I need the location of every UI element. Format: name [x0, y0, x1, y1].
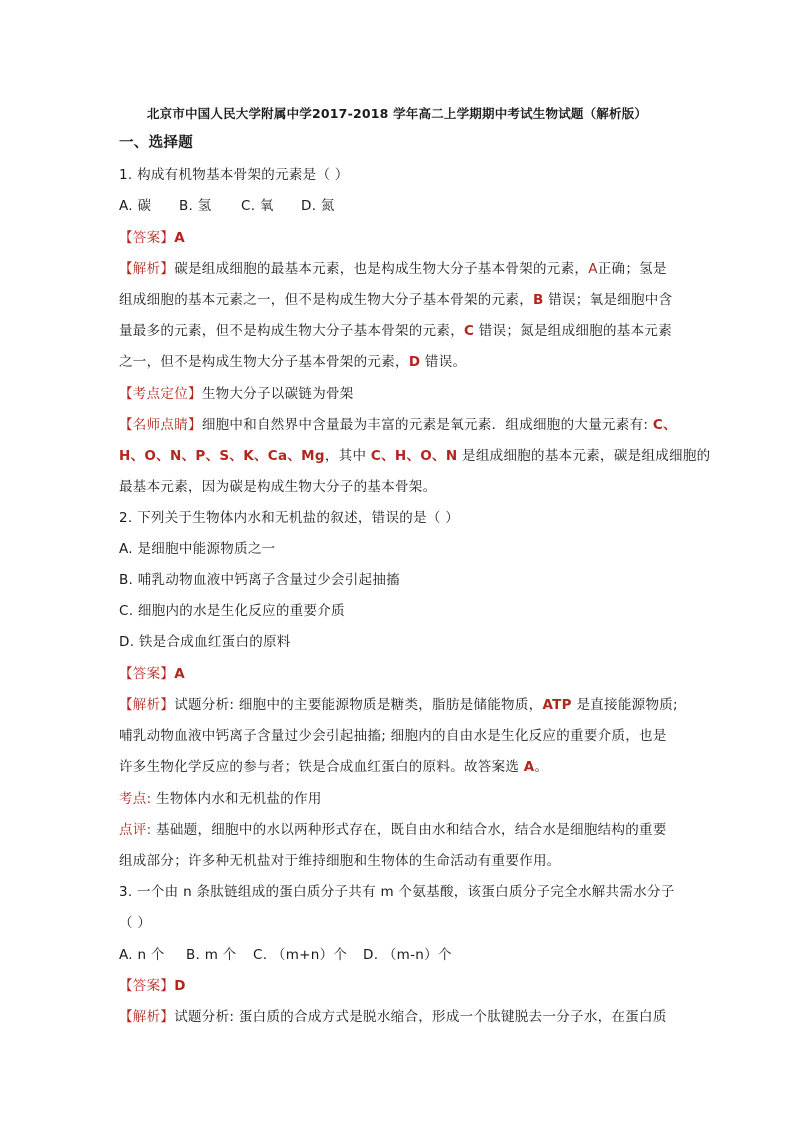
q2-point [119, 790, 322, 808]
q2-option-b: B. 哺乳动物血液中钙离子含量过少会引起抽搐 [119, 572, 400, 588]
q1-analysis-line [119, 322, 672, 340]
text-run: 错误；氧是细胞中含 [543, 292, 673, 308]
text-run: 基础题，细胞中的水以两种形式存在，既自由水和结合水，结合水是细胞结构的重要 [156, 822, 667, 838]
text-run: C [464, 323, 475, 339]
analysis-tag: 【解析】 [119, 261, 175, 277]
q1-tips-line [119, 447, 710, 465]
q2-stem: 2. 下列关于生物体内水和无机盐的叙述，错误的是（ ） [119, 510, 460, 526]
text-run: 正确；氢是 [597, 261, 667, 277]
text-run: 哺乳动物血液中钙离子含量过少会引起抽搐; 细胞内的自由水是生化反应的重要介质，也是 [119, 728, 667, 744]
q1-analysis-line [119, 291, 672, 309]
q2-option-a: A. 是细胞中能源物质之一 [119, 541, 276, 557]
text-run: 之一，但不是构成生物大分子基本骨架的元素， [119, 354, 409, 370]
q1-option-d: D. 氮 [301, 198, 335, 214]
text-run: 错误；氮是组成细胞的基本元素 [474, 323, 673, 339]
document-title: 北京市中国人民大学附属中学2017-2018 学年高二上学期期中考试生物试题（解析版） [146, 106, 648, 121]
q1-tips-line [119, 478, 436, 496]
answer-value: D [174, 978, 186, 994]
q3-analysis-line [119, 1008, 667, 1026]
q3-answer [119, 977, 186, 995]
q2-comment-line [119, 852, 561, 870]
answer-tag: 【答案】 [119, 230, 175, 246]
text-run: 错误。 [420, 354, 467, 370]
text-run: A [588, 261, 598, 277]
q2-answer [119, 665, 185, 683]
q3-option-a: A. n 个 [119, 947, 165, 963]
q3-option-c: C. （m+n）个 [253, 947, 348, 963]
text-run: 组成部分；许多种无机盐对于维持细胞和生物体的生命活动有重要作用。 [119, 853, 561, 869]
text-run: 生物体内水和无机盐的作用 [156, 791, 322, 807]
text-run: 细胞中和自然界中含量最为丰富的元素是氧元素．组成细胞的大量元素有: [201, 417, 653, 433]
q3-options [119, 946, 452, 964]
text-run: 。 [534, 759, 549, 775]
analysis-tag: 【解析】 [119, 1009, 175, 1025]
q1-option-b: B. 氢 [179, 198, 212, 214]
answer-tag: 【答案】 [119, 666, 175, 682]
q3-stem-bracket: （ ） [119, 915, 152, 931]
q2-analysis-line [119, 727, 667, 745]
q1-option-a: A. 碳 [119, 198, 152, 214]
text-run: D [408, 354, 421, 370]
text-run: H、O、N、P、S、K、Ca、Mg [119, 448, 325, 464]
text-run: 组成细胞的基本元素之一，但不是构成生物大分子基本骨架的元素， [119, 292, 533, 308]
text-run: 试题分析: 蛋白质的合成方式是脱水缩合，形成一个肽键脱去一分子水，在蛋白质 [174, 1009, 667, 1025]
q1-stem: 1. 构成有机物基本骨架的元素是（ ） [119, 167, 349, 183]
text-run: 是直接能源物质; [571, 697, 678, 713]
q1-point [119, 385, 354, 403]
analysis-tag: 【解析】 [119, 697, 175, 713]
comment-label: 点评: [119, 822, 157, 838]
text-run: A [523, 759, 535, 775]
text-run: ATP [542, 697, 572, 713]
q1-option-c: C. 氧 [241, 198, 274, 214]
q2-option-c: C. 细胞内的水是生化反应的重要介质 [119, 603, 345, 619]
q2-comment-line [119, 821, 667, 839]
text-run: 碳是组成细胞的最基本元素，也是构成生物大分子基本骨架的元素， [174, 261, 589, 277]
q2-option-d: D. 铁是合成血红蛋白的原料 [119, 634, 291, 650]
answer-value: A [174, 666, 185, 682]
text-run: 许多生物化学反应的参与者；铁是合成血红蛋白的原料。故答案选 [119, 759, 524, 775]
answer-tag: 【答案】 [119, 978, 175, 994]
q2-analysis-line [119, 758, 548, 776]
text-run: B [533, 292, 544, 308]
q1-analysis-line [119, 260, 667, 278]
q3-option-d: D. （m-n）个 [363, 947, 452, 963]
point-label: 考点: [119, 791, 157, 807]
q3-option-b: B. m 个 [186, 947, 237, 963]
tips-tag: 【名师点睛】 [119, 417, 202, 433]
text-run: 量最多的元素，但不是构成生物大分子基本骨架的元素， [119, 323, 464, 339]
text-run: 是组成细胞的基本元素，碳是组成细胞的 [457, 448, 711, 464]
text-run: C、 [652, 417, 677, 433]
q3-stem: 3. 一个由 n 条肽链组成的蛋白质分子共有 m 个氨基酸，该蛋白质分子完全水解共需水分子 [119, 884, 675, 900]
text-run: 最基本元素，因为碳是构成生物大分子的基本骨架。 [119, 479, 437, 495]
text-run: 生物大分子以碳链为骨架 [201, 386, 354, 402]
text-run: ，其中 [324, 448, 371, 464]
text-run: 试题分析: 细胞中的主要能源物质是糖类，脂肪是储能物质， [174, 697, 543, 713]
q1-tips-line [119, 416, 677, 434]
section-heading: 一、选择题 [119, 135, 193, 151]
q2-analysis-line [119, 696, 678, 714]
text-run: C、H、O、N [370, 448, 458, 464]
point-tag: 【考点定位】 [119, 386, 202, 402]
answer-value: A [174, 230, 185, 246]
q1-answer [119, 229, 185, 247]
q1-options [119, 197, 335, 215]
q1-analysis-line [119, 353, 466, 371]
